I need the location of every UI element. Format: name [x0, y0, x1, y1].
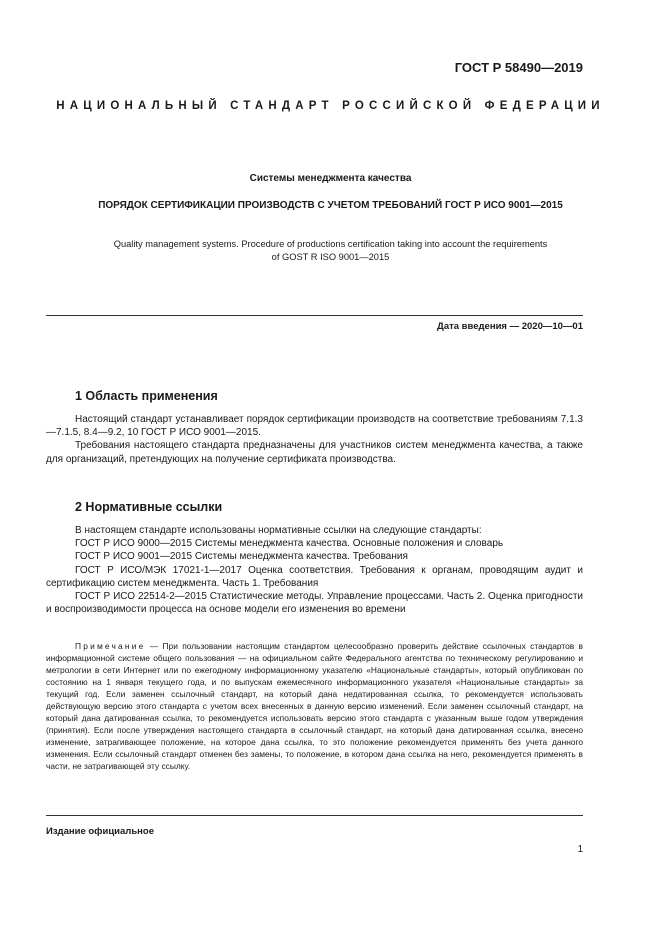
- top-divider: [46, 315, 583, 316]
- section-2-body: [46, 524, 583, 616]
- document-code: ГОСТ Р 58490—2019: [454, 60, 583, 75]
- english-title-line-2: of GOST R ISO 9001—2015: [271, 252, 390, 262]
- bottom-divider: [46, 815, 583, 816]
- section-1-heading: 1 Область применения: [75, 389, 218, 403]
- english-title: [60, 238, 601, 264]
- national-standard-banner: НАЦИОНАЛЬНЫЙ СТАНДАРТ РОССИЙСКОЙ ФЕДЕРАЦИИ: [56, 100, 605, 112]
- normative-reference-4: ГОСТ Р ИСО 22514-2—2015 Статистические методы. Управление процессами. Часть 2. Оценка пригодности и воспроизводимости процесса на основе модели его изменения во времени: [46, 591, 583, 616]
- standard-subtitle: Системы менеджмента качества: [249, 173, 412, 184]
- standard-title: ПОРЯДОК СЕРТИФИКАЦИИ ПРОИЗВОДСТВ С УЧЕТОМ ТРЕБОВАНИЙ ГОСТ Р ИСО 9001—2015: [98, 200, 563, 211]
- introduction-date: Дата введения — 2020—10—01: [437, 321, 583, 332]
- official-edition-label: Издание официальное: [46, 826, 154, 837]
- normative-reference-2: ГОСТ Р ИСО 9001—2015 Системы менеджмента качества. Требования: [75, 551, 408, 563]
- normative-reference-1: ГОСТ Р ИСО 9000—2015 Системы менеджмента качества. Основные положения и словарь: [75, 538, 504, 550]
- section-1-paragraph-1: Настоящий стандарт устанавливает порядок сертификации производств на соответствие требованиям 7.1.3—7.1.5, 8.4—9.2, 10 ГОСТ Р ИСО 9001—2015.: [46, 414, 583, 439]
- note-paragraph: [46, 640, 583, 772]
- section-1-body: [46, 413, 583, 466]
- note-text: — При пользовании настоящим стандартом целесообразно проверить действие ссылочных стандартов в информационной системе общего пользования — на официальном сайте Федерального агентства по техническому регулированию и метрологии в сети Интернет или по ежегодному информационному указателю «Национальные стандарты», который опубликован по состоянию на 1 января текущего года, и по выпускам ежемесячного информационного указателя «Национальные стандарты» за текущий год. Если заменен ссылочный стандарт, на который дана недатированная ссылка, то рекомендуется использовать действующую версию этого стандарта с учетом всех внесенных в данную версию изменений. Если заменен ссылочный стандарт, на который дана датированная ссылка, то рекомендуется использовать версию этого стандарта с указанным выше годом утверждения (принятия). Если после утверждения настоящего стандарта в ссылочный стандарт, на который дана датированная ссылка, внесено изменение, затрагивающее положение, на которое дана ссылка, то это положение рекомендуется применять без учета данного изменения. Если ссылочный стандарт отменен без замены, то положение, в котором дана ссылка на него, рекомендуется применять в части, не затрагивающей эту ссылку.: [46, 641, 583, 771]
- note-block: [46, 640, 583, 772]
- normative-reference-3: ГОСТ Р ИСО/МЭК 17021-1—2017 Оценка соответствия. Требования к органам, проводящим аудит и сертификацию систем менеджмента. Часть 1. Требования: [46, 564, 583, 589]
- section-1-paragraph-2: Требования настоящего стандарта предназначены для участников систем менеджмента качества, а также для организаций, претендующих на получение сертификата производства.: [46, 440, 583, 465]
- section-2-intro: В настоящем стандарте использованы нормативные ссылки на следующие стандарты:: [75, 525, 482, 536]
- english-title-line-1: Quality management systems. Procedure of productions certification taking into account the requirements: [113, 239, 548, 249]
- section-2-heading: 2 Нормативные ссылки: [75, 500, 223, 514]
- page-number: 1: [577, 844, 583, 855]
- note-label: Примечание: [75, 641, 146, 651]
